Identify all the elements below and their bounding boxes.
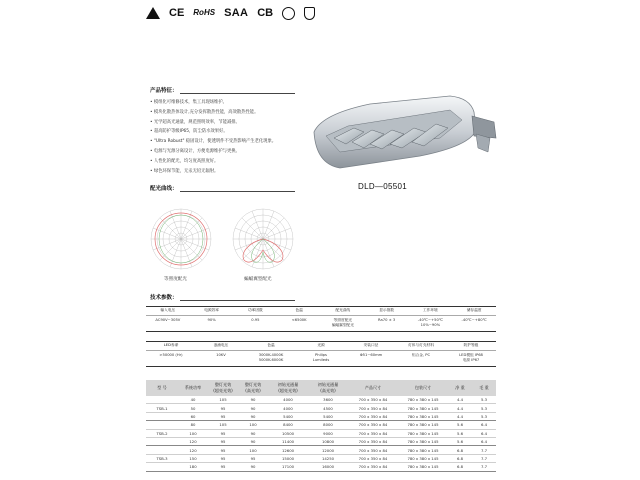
spec-header-cell: 电源效率 — [204, 308, 219, 312]
spec-table2-top-rule — [146, 341, 496, 342]
model-value-cell: 60 — [178, 412, 208, 420]
spec-table1-header — [146, 308, 496, 313]
model-value-cell: 5.6 — [448, 421, 472, 429]
model-value-cell: 95 — [238, 454, 268, 462]
model-value-cell: 4.4 — [448, 404, 472, 412]
polar-caption-uniform: 等照度配光 — [164, 277, 187, 282]
street-light-image — [300, 86, 500, 178]
model-value-cell: 90 — [238, 437, 268, 445]
ce-mark: CE — [169, 7, 185, 19]
model-value-cell: 780 x 380 x 145 — [398, 454, 448, 462]
model-name-cell — [146, 412, 178, 420]
table-row — [146, 437, 496, 445]
model-name-cell — [146, 421, 178, 429]
spec-header-cell: 安装口径 — [363, 343, 379, 347]
model-value-cell: 700 x 350 x 84 — [348, 404, 398, 412]
table-row — [146, 396, 496, 404]
model-value-cell: 4000 — [268, 396, 308, 404]
model-value-cell: 9000 — [308, 429, 348, 437]
model-value-cell: 95 — [208, 463, 238, 471]
specs-title: 技术参数： — [150, 295, 178, 301]
model-value-cell: 6.8 — [448, 454, 472, 462]
spec-table1-mid-rule — [146, 315, 496, 316]
model-header-cell: 净 重 — [448, 380, 472, 396]
model-value-cell: 90 — [238, 396, 268, 404]
feature-item: • 人性化的配光，均匀度高照度好。 — [150, 158, 219, 164]
table-row — [146, 446, 496, 454]
model-value-cell: 780 x 380 x 145 — [398, 446, 448, 454]
model-value-cell: 40 — [178, 396, 208, 404]
model-value-cell: 8000 — [308, 421, 348, 429]
spec-value-cell: Φ51~60mm — [359, 353, 383, 357]
saa-mark: SAA — [224, 7, 249, 19]
model-header-cell: 系统功率 — [178, 380, 208, 396]
polar-caption-batwing: 蝙蝠翼型配光 — [244, 277, 272, 282]
model-value-cell: 120 — [178, 446, 208, 454]
spec-value-cell: 90% — [207, 318, 216, 322]
model-value-cell: 120 — [178, 437, 208, 445]
spec-header-cell: 灯体与灯壳材料 — [408, 343, 434, 347]
model-header-cell: 初始光通量 (超亮光效) — [268, 380, 308, 396]
spec-table1-bottom-rule — [146, 331, 496, 332]
model-value-cell: 700 x 350 x 84 — [348, 463, 398, 471]
specs-divider — [180, 300, 295, 301]
model-value-cell: 6.4 — [472, 437, 496, 445]
table-row — [146, 429, 496, 437]
spec-header-cell: 储存温度 — [466, 308, 482, 312]
model-value-cell: 700 x 350 x 84 — [348, 446, 398, 454]
model-value-cell: 7.7 — [472, 454, 496, 462]
spec-header-cell: 色温 — [267, 343, 275, 347]
table-row — [146, 421, 496, 429]
model-value-cell: 95 — [208, 404, 238, 412]
model-value-cell: 7.7 — [472, 463, 496, 471]
model-value-cell: 95 — [208, 429, 238, 437]
model-value-cell: 105 — [208, 421, 238, 429]
model-value-cell: 15000 — [268, 454, 308, 462]
model-value-cell: 4.4 — [448, 396, 472, 404]
model-value-cell: 5.6 — [448, 437, 472, 445]
spec-header-cell: 防护等级 — [463, 343, 479, 347]
model-value-cell: 90 — [238, 429, 268, 437]
model-value-cell: 6.8 — [448, 446, 472, 454]
spec-value-cell: >50000 (Hr) — [159, 353, 183, 357]
model-value-cell: 50 — [178, 404, 208, 412]
model-value-cell: 17100 — [268, 463, 308, 471]
model-name-cell: TSB-2 — [146, 429, 178, 437]
model-value-cell: 5.3 — [472, 396, 496, 404]
model-name-cell — [146, 396, 178, 404]
model-header-cell: 毛 重 — [472, 380, 496, 396]
model-value-cell: 16000 — [308, 463, 348, 471]
spec-header-cell: 色温 — [295, 308, 303, 312]
cb-mark: CB — [257, 7, 274, 19]
product-model-label: DLD—05501 — [358, 182, 407, 191]
model-value-cell: 14250 — [308, 454, 348, 462]
rohs-mark: RoHS — [193, 8, 216, 17]
model-header-cell: 初始光通量 (高光效) — [308, 380, 348, 396]
features-divider — [180, 93, 295, 94]
spec-value-cell: 等照度配光 蝙蝠翼型配光 — [331, 318, 354, 327]
model-header-cell: 包装尺寸 — [398, 380, 448, 396]
features-title: 产品特征： — [150, 88, 178, 94]
certification-strip — [146, 4, 315, 22]
model-value-cell: 95 — [208, 437, 238, 445]
model-value-cell: 10500 — [268, 429, 308, 437]
spec-table1-row — [146, 318, 496, 328]
model-value-cell: 150 — [178, 454, 208, 462]
polar-chart-uniform — [148, 206, 214, 272]
model-value-cell: 3600 — [308, 396, 348, 404]
polar-chart-batwing — [230, 206, 296, 272]
model-value-cell: 4.4 — [448, 412, 472, 420]
model-value-cell: 700 x 350 x 84 — [348, 437, 398, 445]
model-value-cell: 100 — [178, 429, 208, 437]
model-value-cell: 780 x 380 x 145 — [398, 421, 448, 429]
model-header-cell: 整灯光效 (高光效) — [238, 380, 268, 396]
feature-item: • "Ultra Robust" 稳固设计，使透明件不受热影响产生老化现象。 — [150, 139, 277, 145]
model-value-cell: 780 x 380 x 145 — [398, 404, 448, 412]
spec-table2-header — [146, 343, 496, 348]
spec-value-cell: 0.95 — [251, 318, 260, 322]
model-value-cell: 5.3 — [472, 412, 496, 420]
model-table-body — [146, 396, 496, 471]
features-list — [150, 98, 276, 176]
spec-value-cell: 10KV — [216, 353, 226, 357]
model-value-cell: 700 x 350 x 84 — [348, 396, 398, 404]
model-value-cell: 5.3 — [472, 404, 496, 412]
model-value-cell: 105 — [208, 396, 238, 404]
spec-value-cell: -40℃~+50℃ 10%~90% — [417, 318, 443, 327]
feature-item: • 绿色环保节能，无汞无铅无辐射。 — [150, 168, 219, 174]
ul-mark-icon — [282, 7, 295, 20]
model-value-cell: 80 — [178, 421, 208, 429]
feature-item: • 模组化可维修技术，集工具现场维护。 — [150, 100, 227, 105]
model-name-cell — [146, 463, 178, 471]
model-name-cell — [146, 446, 178, 454]
spec-table2-mid-rule — [146, 350, 496, 351]
model-value-cell: 7.7 — [472, 446, 496, 454]
spec-value-cell: <6500K — [291, 318, 307, 322]
model-value-cell: 95 — [208, 412, 238, 420]
model-value-cell: 780 x 380 x 145 — [398, 396, 448, 404]
spec-table2-bottom-rule — [146, 366, 496, 367]
model-name-cell: TSB-3 — [146, 454, 178, 462]
spec-header-cell: 浪涌电压 — [213, 343, 229, 347]
model-value-cell: 6.4 — [472, 429, 496, 437]
model-value-cell: 5.6 — [448, 429, 472, 437]
spec-value-cell: Philips Lumileds — [312, 353, 330, 362]
model-value-cell: 780 x 380 x 145 — [398, 437, 448, 445]
model-value-cell: 700 x 350 x 84 — [348, 429, 398, 437]
tuv-mark-icon — [146, 7, 160, 19]
spec-value-cell: 铝合金, PC — [411, 353, 431, 357]
model-value-cell: 780 x 380 x 145 — [398, 463, 448, 471]
model-header-cell: 产品尺寸 — [348, 380, 398, 396]
spec-value-cell: 3000K-4000K 5000K-6000K — [258, 353, 284, 362]
model-table-header — [146, 380, 496, 396]
spec-table1-top-rule — [146, 306, 496, 307]
model-table — [146, 380, 496, 472]
model-value-cell: 11400 — [268, 437, 308, 445]
spec-header-cell: 配光曲线 — [335, 308, 351, 312]
model-value-cell: 90 — [238, 412, 268, 420]
feature-item: • 超高防护等级IP65，防尘防水效果好。 — [150, 129, 228, 135]
spec-header-cell: 光源 — [317, 343, 325, 347]
spec-value-cell: AC90V~305V — [155, 318, 181, 322]
spec-header-cell: LED寿命 — [163, 343, 179, 347]
model-value-cell: 700 x 350 x 84 — [348, 412, 398, 420]
distribution-title: 配光曲线： — [150, 186, 178, 192]
model-value-cell: 95 — [208, 454, 238, 462]
spec-header-cell: 工作环境 — [423, 308, 438, 312]
feature-item: • 模块化散热体设计,充分发挥散热性能，高效散热性能。 — [150, 109, 259, 115]
model-value-cell: 10800 — [308, 437, 348, 445]
model-header-cell: 整灯光效 (超亮光效) — [208, 380, 238, 396]
model-value-cell: 12000 — [308, 446, 348, 454]
model-value-cell: 8400 — [268, 421, 308, 429]
model-value-cell: 780 x 380 x 145 — [398, 429, 448, 437]
model-value-cell: 6.4 — [472, 421, 496, 429]
model-value-cell: 700 x 350 x 84 — [348, 454, 398, 462]
model-value-cell: 100 — [238, 421, 268, 429]
spec-value-cell: -40℃~+80℃ — [461, 318, 487, 322]
spec-header-cell: 输入电压 — [160, 308, 176, 312]
spec-header-cell: 功率因数 — [248, 308, 263, 312]
model-value-cell: 700 x 350 x 84 — [348, 421, 398, 429]
model-value-cell: 90 — [238, 404, 268, 412]
model-value-cell: 180 — [178, 463, 208, 471]
model-value-cell: 4500 — [308, 404, 348, 412]
distribution-divider — [180, 191, 295, 192]
table-row — [146, 404, 496, 412]
feature-item: • 电源与光源分离设计，方便电源维护与更换。 — [150, 148, 240, 154]
model-name-cell — [146, 437, 178, 445]
spec-table2-row — [146, 353, 496, 363]
spec-value-cell: LED模组 IP68 电源 IP67 — [459, 353, 483, 362]
model-name-cell: TSB-1 — [146, 404, 178, 412]
spec-value-cell: Ra70 ± 3 — [378, 318, 396, 322]
model-value-cell: 90 — [238, 463, 268, 471]
table-row — [146, 463, 496, 471]
model-value-cell: 100 — [238, 446, 268, 454]
model-header-cell: 型 号 — [146, 380, 178, 396]
model-value-cell: 5400 — [308, 412, 348, 420]
model-value-cell: 5400 — [268, 412, 308, 420]
model-value-cell: 4000 — [268, 404, 308, 412]
model-value-cell: 95 — [208, 446, 238, 454]
model-value-cell: 12600 — [268, 446, 308, 454]
spec-header-cell: 显示指数 — [379, 308, 394, 312]
table-row — [146, 454, 496, 462]
feature-item: • 光学超高光通量，规范照明效率，节能减排。 — [150, 119, 240, 125]
table-row — [146, 412, 496, 420]
model-value-cell: 6.8 — [448, 463, 472, 471]
model-value-cell: 780 x 380 x 145 — [398, 412, 448, 420]
etl-mark-icon — [304, 7, 315, 20]
